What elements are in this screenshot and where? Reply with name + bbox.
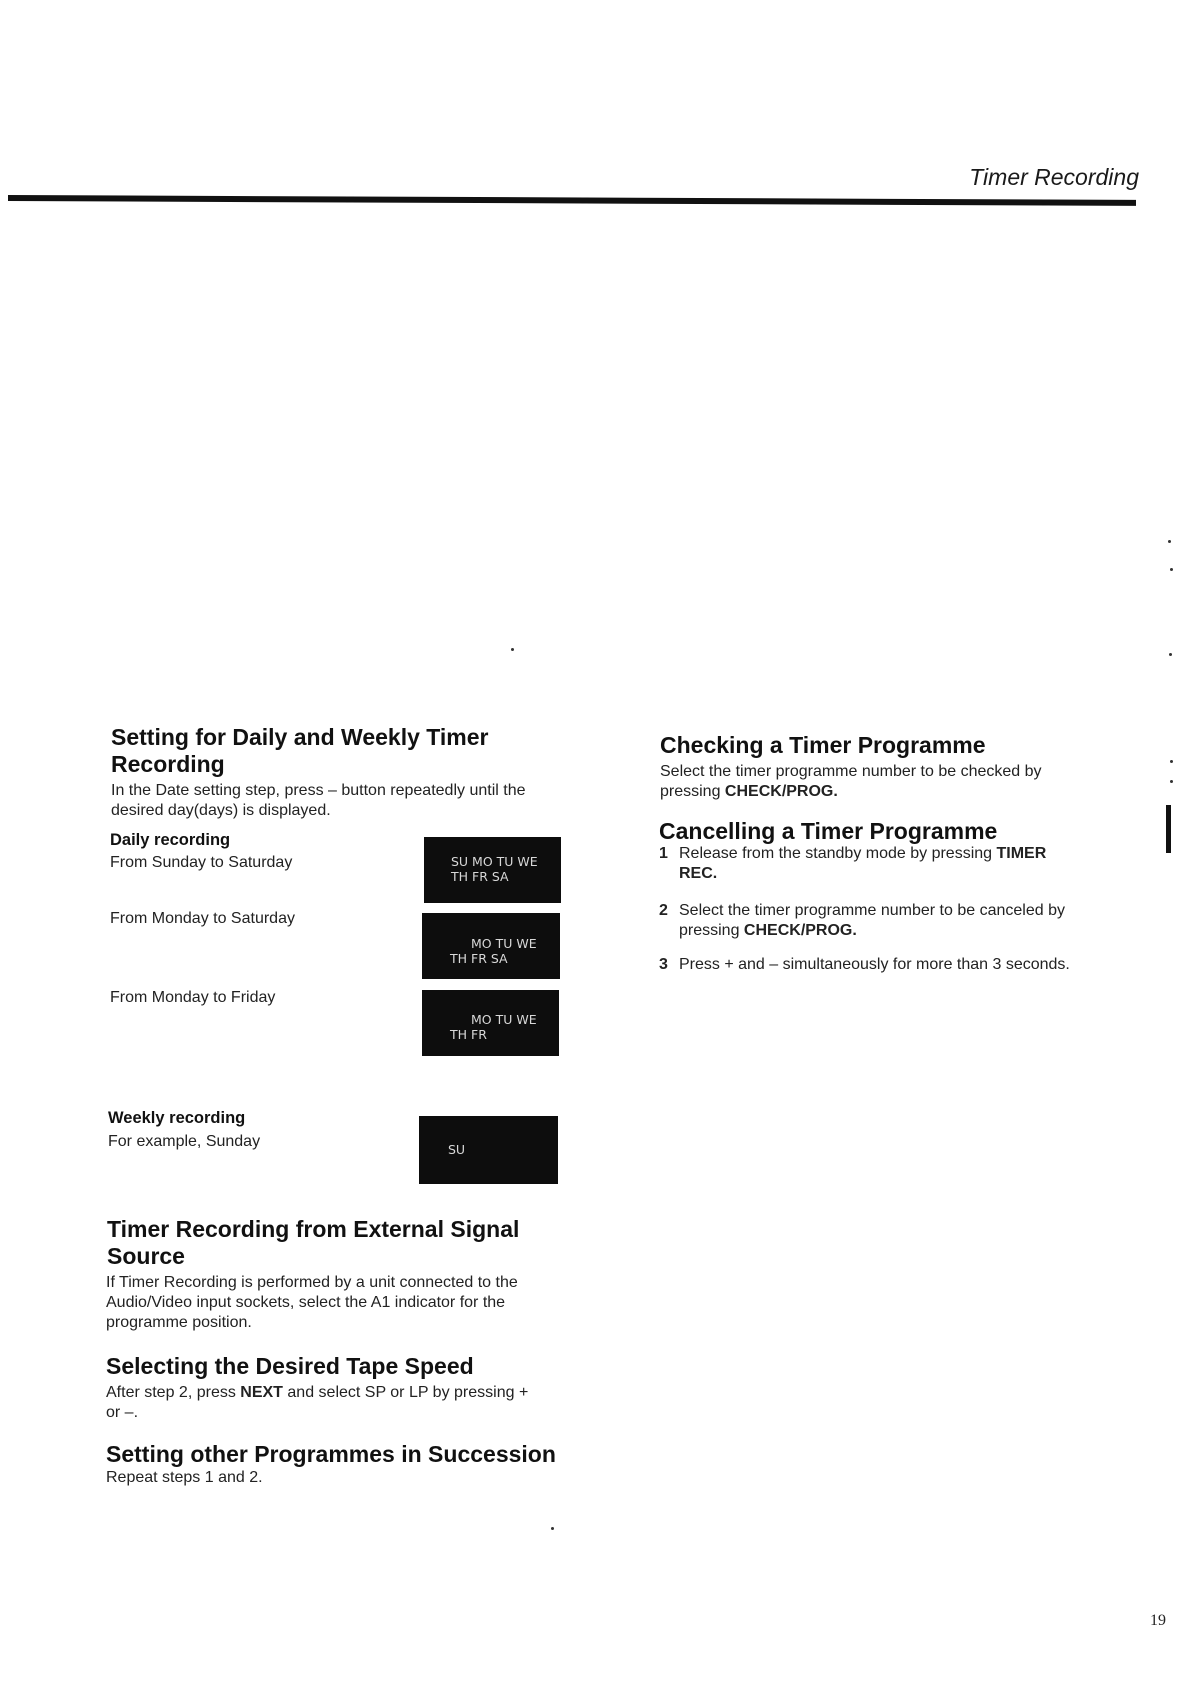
scan-dot — [1170, 780, 1173, 783]
heading-line: Setting for Daily and Weekly Timer — [111, 724, 489, 750]
body-line: programme position. — [106, 1314, 252, 1331]
body-text: pressing — [679, 922, 744, 939]
body-text: and select SP or LP by pressing + — [282, 1384, 529, 1401]
checking-body — [660, 762, 1042, 802]
scan-dot — [1169, 653, 1172, 656]
heading-line: Source — [107, 1243, 185, 1269]
display-line: TH FR SA — [451, 869, 509, 884]
day-display — [422, 990, 559, 1056]
succession-body: Repeat steps 1 and 2. — [106, 1469, 263, 1486]
body-text: or –. — [106, 1404, 139, 1421]
step-text — [659, 901, 1129, 941]
button-name: CHECK/PROG. — [743, 922, 857, 939]
checking-heading: Checking a Timer Programme — [660, 732, 986, 758]
succession-heading: Setting other Programmes in Succession — [106, 1441, 556, 1467]
heading-line: Timer Recording from External Signal — [107, 1216, 520, 1242]
body-text: Release from the standby mode by pressing — [679, 845, 997, 862]
running-header: Timer Recording — [969, 164, 1139, 190]
cancelling-heading: Cancelling a Timer Programme — [659, 818, 998, 844]
cancel-step — [659, 901, 1129, 941]
button-name: NEXT — [240, 1384, 283, 1401]
button-name: REC. — [679, 865, 718, 882]
weekly-example-text: For example, Sunday — [108, 1133, 261, 1150]
scan-dot — [551, 1527, 554, 1530]
scan-mark — [1166, 805, 1171, 853]
day-range-text: From Monday to Friday — [110, 989, 276, 1006]
scan-dot — [1170, 760, 1173, 763]
step-text: Press + and – simultaneously for more than 3 seconds. — [679, 956, 1070, 973]
step-text — [659, 844, 1129, 884]
step-number: 2 — [659, 902, 668, 919]
button-name: CHECK/PROG. — [724, 783, 838, 800]
tape-speed-body — [106, 1383, 528, 1423]
day-range-text: From Monday to Saturday — [110, 910, 295, 927]
page-number: 19 — [1150, 1612, 1166, 1629]
button-name: TIMER — [996, 845, 1047, 862]
display-line: TH FR SA — [450, 951, 508, 966]
scan-dot — [511, 648, 514, 651]
body-line: If Timer Recording is performed by a unit connected to the — [106, 1274, 518, 1291]
display-line: TH FR — [450, 1027, 487, 1042]
display-line: MO TU WE — [471, 936, 537, 951]
day-display — [422, 913, 560, 979]
step-number: 1 — [659, 845, 668, 862]
body-line: Audio/Video input sockets, select the A1 indicator for the — [106, 1294, 506, 1311]
header-rule — [8, 195, 1136, 206]
external-signal-body — [106, 1273, 518, 1333]
daily-recording-label: Daily recording — [110, 831, 231, 849]
display-line: SU — [448, 1142, 466, 1157]
body-line: Select the timer programme number to be canceled by — [679, 902, 1065, 919]
tape-speed-heading: Selecting the Desired Tape Speed — [106, 1353, 474, 1379]
cancel-step — [659, 955, 1139, 975]
display-line: SU MO TU WE — [451, 854, 538, 869]
body-line: In the Date setting step, press – button repeatedly until the — [111, 782, 526, 799]
scan-dot — [1168, 540, 1171, 543]
external-signal-heading — [107, 1216, 519, 1270]
scan-dot — [1170, 568, 1173, 571]
body-text: After step 2, press — [106, 1384, 241, 1401]
body-line: Select the timer programme number to be checked by — [660, 763, 1042, 780]
day-display — [424, 837, 561, 903]
daily-weekly-heading — [111, 724, 488, 778]
weekly-recording-label: Weekly recording — [108, 1109, 246, 1127]
body-text: pressing — [660, 783, 725, 800]
step-number: 3 — [659, 956, 668, 973]
day-range-text: From Sunday to Saturday — [110, 854, 293, 871]
body-line: desired day(days) is displayed. — [111, 802, 331, 819]
day-display — [419, 1116, 558, 1184]
daily-weekly-body — [111, 781, 525, 821]
display-line: MO TU WE — [471, 1012, 537, 1027]
heading-line: Recording — [111, 751, 225, 777]
cancel-step — [659, 844, 1129, 884]
